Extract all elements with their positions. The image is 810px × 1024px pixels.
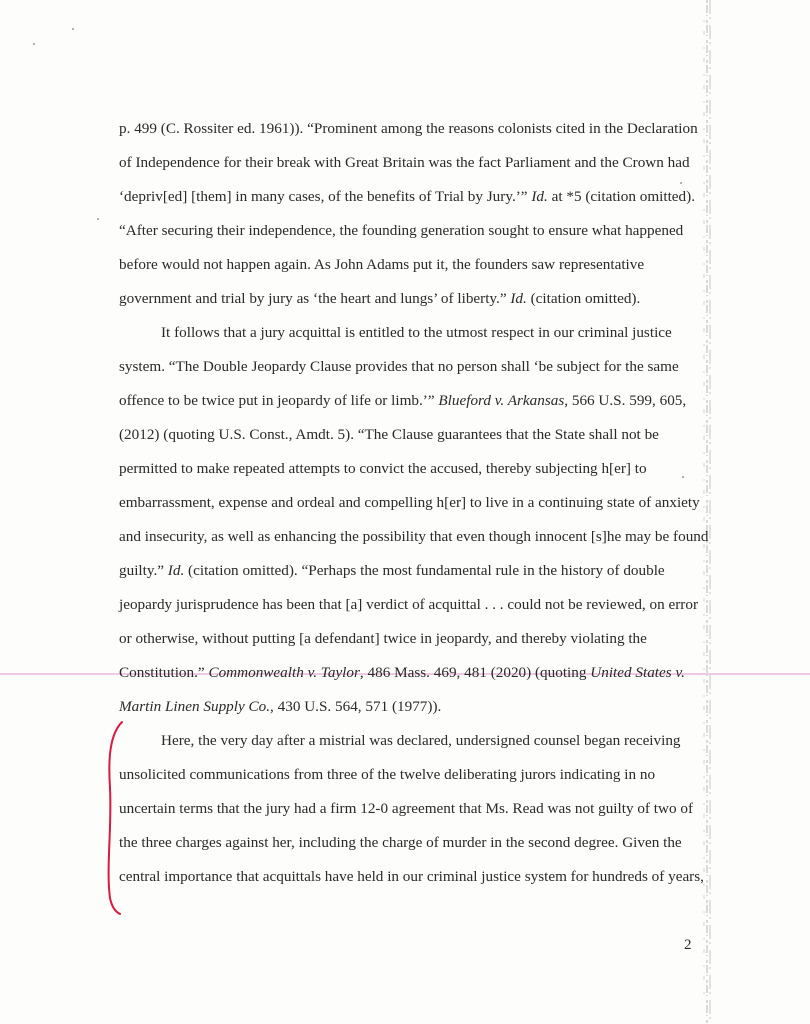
scan-speck <box>97 218 99 220</box>
paragraph-first-line: It follows that a jury acquittal is entitled to the utmost respect in our criminal justice <box>161 324 672 341</box>
scan-speck <box>72 28 74 30</box>
text-line: p. 499 (C. Rossiter ed. 1961)). “Prominent among the reasons colonists cited in the Declaration <box>119 120 698 137</box>
text-line: Constitution.” Commonwealth v. Taylor, 486 Mass. 469, 481 (2020) (quoting United States v. <box>119 664 685 681</box>
scan-speck <box>33 43 35 45</box>
text-line: Martin Linen Supply Co., 430 U.S. 564, 571 (1977)). <box>119 698 442 715</box>
text-line: permitted to make repeated attempts to convict the accused, thereby subjecting h[er] to <box>119 460 647 477</box>
text-line: guilty.” Id. (citation omitted). “Perhaps the most fundamental rule in the history of double <box>119 562 665 579</box>
text-line: jeopardy jurisprudence has been that [a] verdict of acquittal . . . could not be reviewed, on error <box>119 596 699 613</box>
text-line: central importance that acquittals have held in our criminal justice system for hundreds of years, <box>119 868 704 885</box>
text-line: uncertain terms that the jury had a firm 12-0 agreement that Ms. Read was not guilty of two of <box>119 800 694 817</box>
text-line: (2012) (quoting U.S. Const., Amdt. 5). “The Clause guarantees that the State shall not be <box>119 426 659 443</box>
scan-edge-artifact <box>703 0 711 1024</box>
text-line: of Independence for their break with Great Britain was the fact Parliament and the Crown had <box>119 154 690 171</box>
text-line: system. “The Double Jeopardy Clause provides that no person shall ‘be subject for the same <box>119 358 679 375</box>
text-line: government and trial by jury as ‘the heart and lungs’ of liberty.” Id. (citation omitted). <box>119 290 641 307</box>
text-line: the three charges against her, including the charge of murder in the second degree. Given the <box>119 834 682 851</box>
text-line: unsolicited communications from three of the twelve deliberating jurors indicating in no <box>119 766 656 783</box>
text-line: ‘depriv[ed] [them] in many cases, of the benefits of Trial by Jury.’” Id. at *5 (citation omitted). <box>119 188 695 205</box>
text-line: embarrassment, expense and ordeal and compelling h[er] to live in a continuing state of anxiety <box>119 494 700 511</box>
text-line: before would not happen again. As John Adams put it, the founders saw representative <box>119 256 645 273</box>
text-line: “After securing their independence, the founding generation sought to ensure what happened <box>119 222 684 239</box>
text-line: and insecurity, as well as enhancing the possibility that even though innocent [s]he may be found <box>119 528 709 545</box>
text-line: or otherwise, without putting [a defendant] twice in jeopardy, and thereby violating the <box>119 630 647 647</box>
scan-speck <box>682 476 684 478</box>
text-line: offence to be twice put in jeopardy of life or limb.’” Blueford v. Arkansas, 566 U.S. 599, 605, <box>119 392 687 409</box>
paragraph-first-line: Here, the very day after a mistrial was declared, undersigned counsel began receiving <box>161 732 681 749</box>
scan-speck <box>680 182 682 184</box>
page-number: 2 <box>684 937 692 953</box>
